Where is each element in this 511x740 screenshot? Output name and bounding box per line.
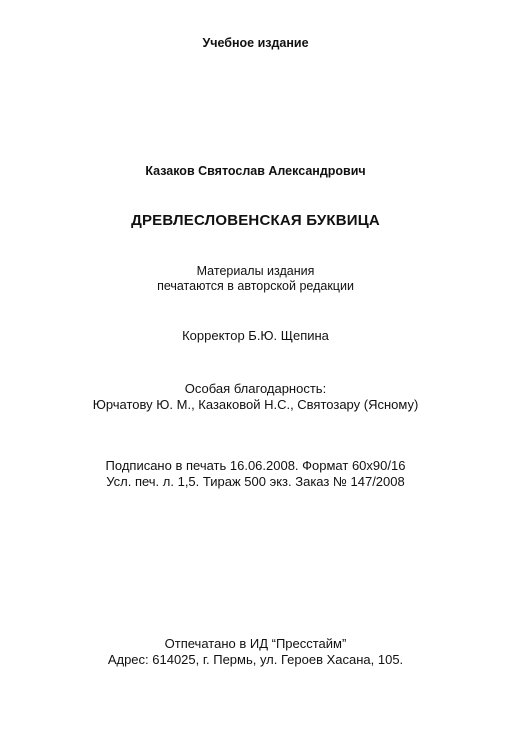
author-name: Казаков Святослав Александрович	[145, 164, 366, 178]
materials-note-line-2: печатаются в авторской редакции	[157, 279, 354, 293]
thanks-heading: Особая благодарность:	[184, 381, 327, 396]
printer-line: Отпечатано в ИД “Пресстайм”	[164, 636, 347, 651]
edition-type: Учебное издание	[202, 36, 309, 50]
book-title: ДРЕВЛЕСЛОВЕНСКАЯ БУКВИЦА	[131, 212, 380, 229]
thanks-names: Юрчатову Ю. М., Казаковой Н.С., Святозару (Ясному)	[92, 397, 419, 412]
printer-address: Адрес: 614025, г. Пермь, ул. Героев Хасана, 105.	[107, 652, 404, 667]
signed-info-line-2: Усл. печ. л. 1,5. Тираж 500 экз. Заказ № 147/2008	[106, 474, 405, 489]
corrector-line: Корректор Б.Ю. Щепина	[182, 328, 329, 343]
signed-info-line-1: Подписано в печать 16.06.2008. Формат 60х90/16	[105, 458, 406, 473]
materials-note-line-1: Материалы издания	[196, 264, 315, 278]
